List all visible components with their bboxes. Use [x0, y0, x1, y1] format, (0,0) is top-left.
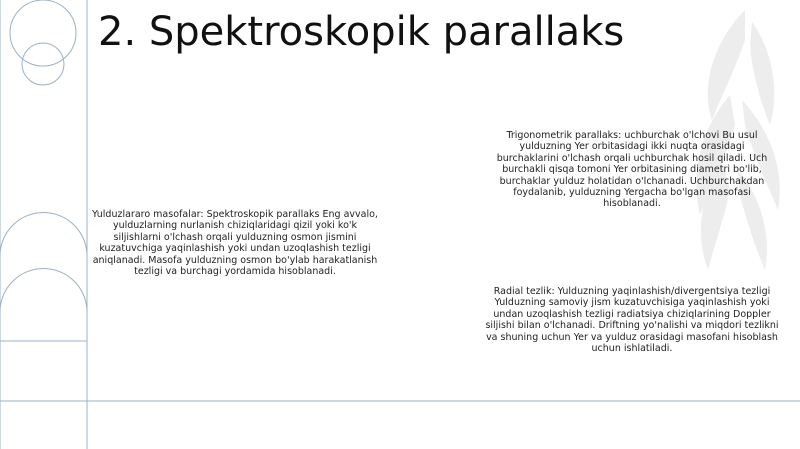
text-block-trigonometric-parallax: Trigonometrik parallaks: uchburchak o'lchovi Bu usul yulduzning Yer orbitasidagi ikki nuqta orasidagi burchaklarini o'lchash orqali uchburchak hosil qiladi. Uch burchakli qisqa tomoni Yer orbitasining diametri bo'lib, burchaklar yulduz holatidan o'lchanadi. Uchburchakdan foydalanib, yulduzning Yergacha bo'lgan masofasi hisoblanadi.	[496, 130, 768, 210]
text-block-interstellar-distances: Yulduzlararo masofalar: Spektroskopik parallaks Eng avvalo, yulduzlarning nurlanish chiziqlaridagi qizil yoki ko'k siljishlarni o'lchash orqali yulduzning osmon jismini kuzatuvchiga yaqinlashish yoki undan uzoqlashish tezligi aniqlanadi. Masofa yulduzning osmon bo'ylab harakatlanish tezligi va burchagi yordamida hisoblanadi.	[92, 209, 378, 278]
slide-title: 2. Spektroskopik parallaks	[98, 9, 625, 55]
text-block-radial-velocity: Radial tezlik: Yulduzning yaqinlashish/divergentsiya tezligi Yulduzning samoviy jism kuzatuvchisiga yaqinlashish yoki undan uzoqlashish tezligi radiatsiya chiziqlarining Doppler siljishi bilan o'lchanadi. Driftning yo'nalishi va miqdori tezlikni va shuning uchun Yer va yulduz orasidagi masofani hisoblash uchun ishlatiladi.	[485, 286, 779, 355]
outer-circle	[10, 0, 76, 66]
lower-arch	[0, 269, 87, 342]
inner-circle	[22, 43, 64, 85]
upper-arch	[0, 213, 87, 257]
